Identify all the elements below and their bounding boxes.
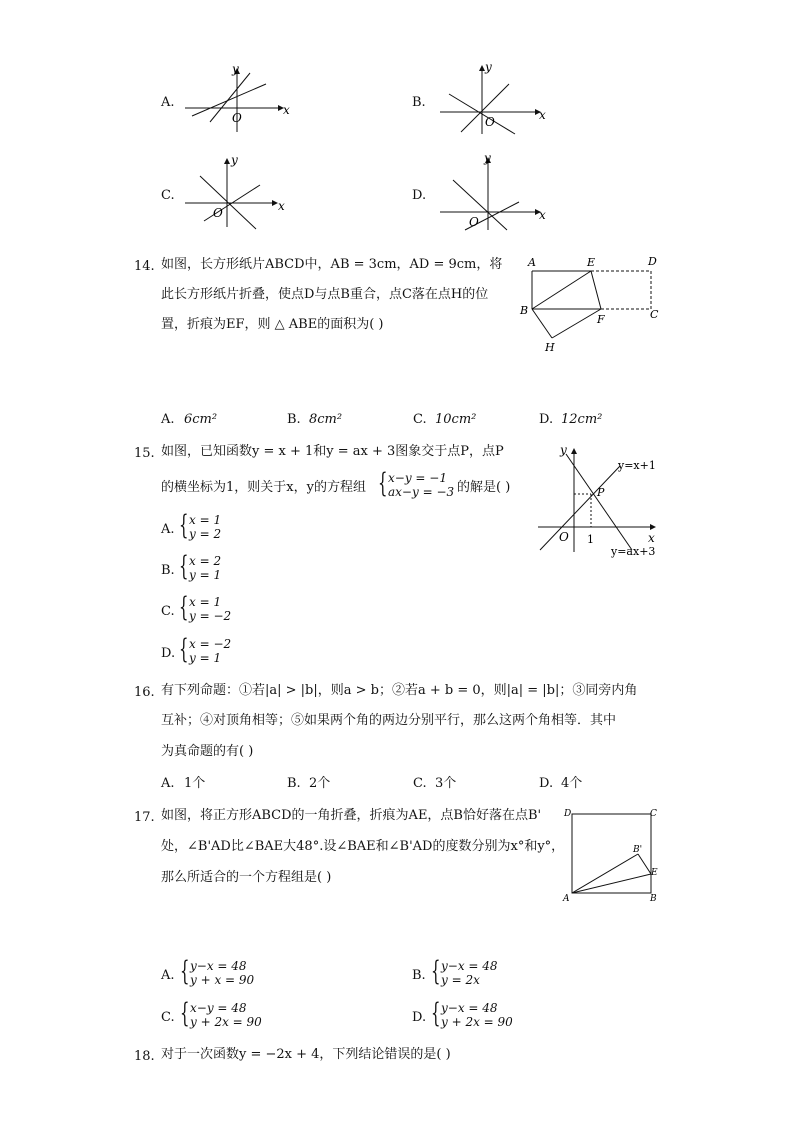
q13-option-c-label[interactable]: C. [161,188,175,203]
y-axis-label: y [232,62,239,76]
q17-option-d-system[interactable]: { y−x = 48 y + 2x = 90 [431,998,513,1029]
q13-option-d-label[interactable]: D. [412,188,427,203]
q15-number: 15. [134,446,155,461]
q14-figure [515,250,665,356]
q13-option-a-graph [180,60,300,140]
q16-option-d-label[interactable]: D. [539,776,554,791]
q15-text-line-2a: 的横坐标为1，则关于x，y的方程组 [161,480,366,495]
q16-option-c-value[interactable]: 3个 [435,776,457,791]
q16-option-b-value[interactable]: 2个 [309,776,331,791]
svg-text:F: F [597,313,605,326]
svg-text:O: O [559,530,569,544]
q15-figure [534,440,664,560]
q16-text-line-3: 为真命题的有( ) [161,744,254,759]
q17-text-line-1: 如图，将正方形ABCD的一角折叠，折痕为AE，点B恰好落在点B' [161,808,542,823]
svg-text:B: B [650,894,657,904]
q17-option-b-label[interactable]: B. [412,968,426,983]
brace-icon: { [431,956,441,987]
q16-option-b-label[interactable]: B. [287,776,301,791]
brace-icon: { [179,551,189,582]
svg-text:y: y [560,443,567,457]
q16-option-a-label[interactable]: A. [161,776,175,791]
q17-option-b-system[interactable]: { y−x = 48 y = 2x [431,956,498,987]
q14-option-a-label[interactable]: A. [161,412,175,427]
q14-option-d-value[interactable]: 12cm² [561,412,603,427]
q18-number: 18. [134,1049,155,1064]
brace-icon: { [179,634,189,665]
q13-option-c-graph [180,151,300,235]
q14-text-line-3: 置，折痕为EF，则 △ ABE的面积为( ) [161,317,384,332]
q14-option-a-value[interactable]: 6cm² [184,412,218,427]
x-axis-label: x [283,103,290,117]
q17-option-a-system[interactable]: { y−x = 48 y + x = 90 [180,956,255,987]
svg-text:A: A [563,894,570,904]
q15-option-a-system[interactable]: { x = 1 y = 2 [179,510,222,541]
q17-text-line-3: 那么所适合的一个方程组是( ) [161,870,332,885]
q15-option-b-label[interactable]: B. [161,563,175,578]
q15-equation-system: { x−y = −1 ax−y = −3 [378,468,455,499]
q14-option-c-label[interactable]: C. [413,412,427,427]
q16-text-line-1: 有下列命题：①若|a| > |b|，则a > b；②若a + b = 0，则|a| = |b|；③同旁内角 [161,683,638,698]
brace-icon: { [431,998,441,1029]
q14-option-b-value[interactable]: 8cm² [309,412,343,427]
q14-option-c-value[interactable]: 10cm² [435,412,477,427]
q15-option-c-label[interactable]: C. [161,604,175,619]
q17-text-line-2: 处，∠B'AD比∠BAE大48°.设∠BAE和∠B'AD的度数分别为x°和y°， [161,839,565,854]
origin-label: O [232,111,242,125]
y-axis-label: y [484,151,491,165]
q14-text-line-2: 此长方形纸片折叠，使点D与点B重合，点C落在点H的位 [161,287,489,302]
q15-option-d-system[interactable]: { x = −2 y = 1 [179,634,232,665]
q15-option-b-system[interactable]: { x = 2 y = 1 [179,551,222,582]
q17-option-c-system[interactable]: { x−y = 48 y + 2x = 90 [180,998,262,1029]
q18-text: 对于一次函数y = −2x + 4，下列结论错误的是( ) [161,1047,451,1062]
q16-option-c-label[interactable]: C. [413,776,427,791]
svg-text:P: P [597,486,605,499]
svg-text:E: E [651,868,658,878]
brace-icon: { [179,592,189,623]
brace-icon: { [179,510,189,541]
svg-text:y=x+1: y=x+1 [618,459,656,472]
svg-text:D: D [564,809,572,819]
q16-option-d-value[interactable]: 4个 [561,776,583,791]
q17-option-c-label[interactable]: C. [161,1010,175,1025]
svg-text:D: D [648,255,657,268]
q14-option-b-label[interactable]: B. [287,412,301,427]
q15-option-c-system[interactable]: { x = 1 y = −2 [179,592,232,623]
q13-option-a-label[interactable]: A. [161,95,175,110]
svg-text:H: H [545,341,555,354]
svg-text:B: B [520,304,529,317]
q17-number: 17. [134,810,155,825]
svg-text:A: A [528,256,536,269]
q16-option-a-value[interactable]: 1个 [184,776,206,791]
svg-text:B': B' [633,845,643,855]
svg-text:1: 1 [587,533,594,546]
q13-option-b-graph [435,58,555,140]
brace-icon: { [180,998,190,1029]
y-axis-label: y [231,153,238,167]
x-axis-label: x [278,199,285,213]
q14-number: 14. [134,259,155,274]
q15-option-d-label[interactable]: D. [161,646,176,661]
brace-icon: { [180,956,190,987]
origin-label: O [485,115,495,129]
q13-option-b-label[interactable]: B. [412,95,426,110]
x-axis-label: x [539,208,546,222]
svg-text:x: x [648,531,655,545]
q17-figure [560,804,660,904]
q15-text-line-1: 如图，已知函数y = x + 1和y = ax + 3图象交于点P，点P [161,444,504,459]
x-axis-label: x [539,108,546,122]
svg-text:C: C [650,308,659,321]
y-axis-label: y [485,60,492,74]
q13-option-d-graph [435,150,555,234]
svg-text:C: C [650,809,657,819]
brace-icon: { [378,468,388,499]
q16-number: 16. [134,685,155,700]
q15-text-line-2b: 的解是( ) [457,480,511,495]
origin-label: O [469,215,479,229]
q14-text-line-1: 如图，长方形纸片ABCD中，AB = 3cm，AD = 9cm，将 [161,257,503,272]
q17-option-a-label[interactable]: A. [161,968,175,983]
q14-option-d-label[interactable]: D. [539,412,554,427]
q15-option-a-label[interactable]: A. [161,522,175,537]
q16-text-line-2: 互补；④对顶角相等；⑤如果两个角的两边分别平行，那么这两个角相等．其中 [161,713,617,728]
svg-text:E: E [587,256,596,269]
origin-label: O [213,206,223,220]
svg-text:y=ax+3: y=ax+3 [611,545,656,558]
q17-option-d-label[interactable]: D. [412,1010,427,1025]
